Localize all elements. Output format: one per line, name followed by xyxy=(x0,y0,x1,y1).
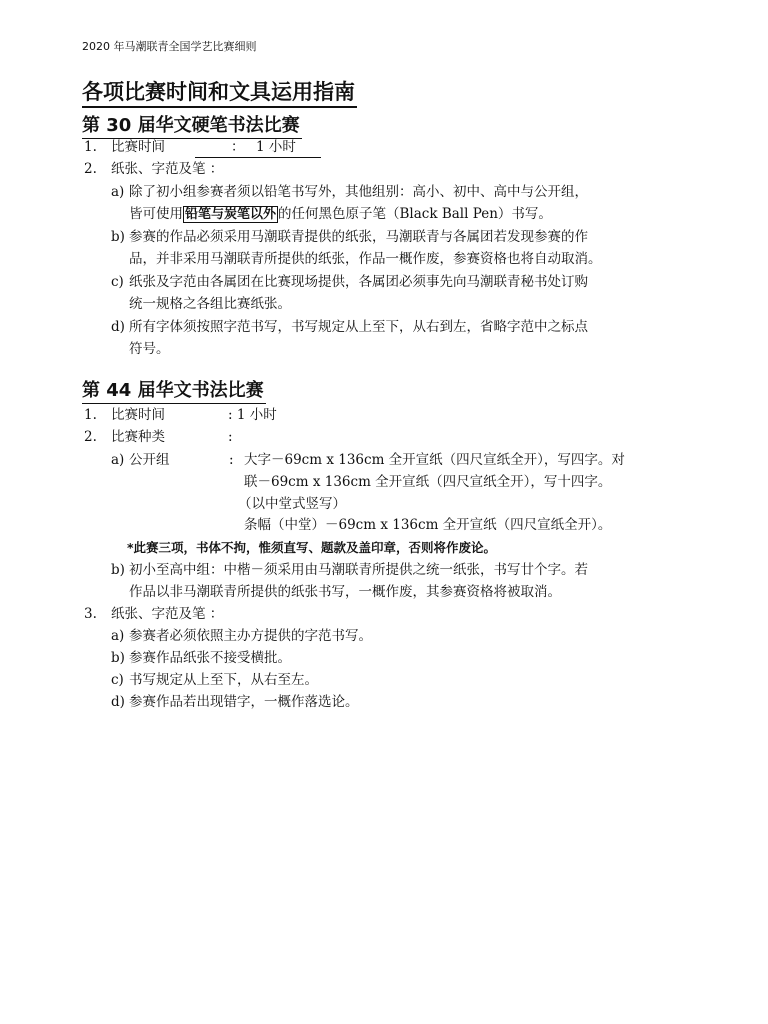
s2-a-marker: a) xyxy=(111,452,125,468)
s1-item1-number: 1. xyxy=(84,139,97,155)
s1-a-line1: 除了初小组参赛者须以铅笔书写外，其他组别：高小、初中、高中与公开组， xyxy=(129,184,588,200)
s2-3c-marker: c) xyxy=(111,672,124,688)
s2-3c-text: 书写规定从上至下，从右至左。 xyxy=(129,672,318,688)
s1-c-line1: 纸张及字范由各属团在比赛现场提供，各属团必须事先向马潮联青秘书处订购 xyxy=(129,274,588,290)
s1-c-line2: 统一规格之各组比赛纸张。 xyxy=(129,296,291,312)
s2-a-label: 公开组 xyxy=(129,452,170,468)
s2-a-line2: 联－69cm x 136cm 全开宣纸（四尺宣纸全开），写十四字。 xyxy=(244,474,612,490)
s1-d-marker: d) xyxy=(111,319,125,335)
s1-item1-colon: ： xyxy=(231,139,245,155)
s1-item1-value: 1 小时 xyxy=(256,139,296,155)
section2-title: 第 44 届华文书法比赛 xyxy=(82,379,266,404)
s1-c-marker: c) xyxy=(111,274,124,290)
s1-b-line2: 品，并非采用马潮联青所提供的纸张，作品一概作废，参赛资格也将自动取消。 xyxy=(129,251,602,267)
s2-item2-number: 2. xyxy=(84,429,97,445)
s2-3a-text: 参赛者必须依照主办方提供的字范书写。 xyxy=(129,628,372,644)
s2-a-line1: 大字－69cm x 136cm 全开宣纸（四尺宣纸全开），写四字。对 xyxy=(244,452,625,468)
s1-a-line2-pre: 皆可使用 xyxy=(129,206,183,222)
s2-b-line2: 作品以非马潮联青所提供的纸张书写，一概作废，其参赛资格将被取消。 xyxy=(129,584,561,600)
s2-3b-marker: b) xyxy=(111,650,125,666)
s1-d-line1: 所有字体须按照字范书写，书写规定从上至下，从右到左，省略字范中之标点 xyxy=(129,319,588,335)
s1-b-marker: b) xyxy=(111,229,125,245)
s1-b-line1: 参赛的作品必须采用马潮联青提供的纸张，马潮联青与各属团若发现参赛的作 xyxy=(129,229,588,245)
s2-a-line4: 条幅（中堂）－69cm x 136cm 全开宣纸（四尺宣纸全开）。 xyxy=(244,517,612,533)
s2-item3-number: 3. xyxy=(84,606,97,622)
s2-note: *此赛三项，书体不拘，惟须直写、题款及盖印章，否则将作废论。 xyxy=(127,540,497,555)
s1-item1-label: 比赛时间 xyxy=(111,139,165,155)
s1-item2-number: 2. xyxy=(84,161,97,177)
s2-3d-text: 参赛作品若出现错字，一概作落选论。 xyxy=(129,694,359,710)
s1-d-line2: 符号。 xyxy=(129,341,170,357)
s2-a-line3: （以中堂式竖写） xyxy=(238,496,346,512)
s2-3a-marker: a) xyxy=(111,628,125,644)
s1-a-line2-post: 的任何黑色原子笔（Black Ball Pen）书写。 xyxy=(278,206,552,222)
s2-item1-value: : 1 小时 xyxy=(228,407,277,423)
s2-b-marker: b) xyxy=(111,562,125,578)
page-header: 2020 年马潮联青全国学艺比赛细则 xyxy=(82,40,257,53)
s2-a-colon: : xyxy=(229,452,234,468)
s2-item2-label: 比赛种类 xyxy=(111,429,165,445)
s2-item1-label: 比赛时间 xyxy=(111,407,165,423)
s1-item2-label: 纸张、字范及笔 ： xyxy=(111,161,224,177)
section1-title: 第 30 届华文硬笔书法比赛 xyxy=(82,114,302,139)
s2-item3-label: 纸张、字范及笔 ： xyxy=(111,606,224,622)
s1-a-boxed-text: 铅笔与炭笔以外 xyxy=(185,207,277,222)
s2-b-line1: 初小至高中组：中楷－须采用由马潮联青所提供之统一纸张，书写廿个字。若 xyxy=(129,562,588,578)
main-title: 各项比赛时间和文具运用指南 xyxy=(82,78,357,108)
s2-item2-colon: : xyxy=(228,429,233,445)
s2-item1-number: 1. xyxy=(84,407,97,423)
s1-a-marker: a) xyxy=(111,184,125,200)
s1-a-line2 xyxy=(129,203,552,226)
s2-3d-marker: d) xyxy=(111,694,125,710)
s2-3b-text: 参赛作品纸张不接受横批。 xyxy=(129,650,291,666)
